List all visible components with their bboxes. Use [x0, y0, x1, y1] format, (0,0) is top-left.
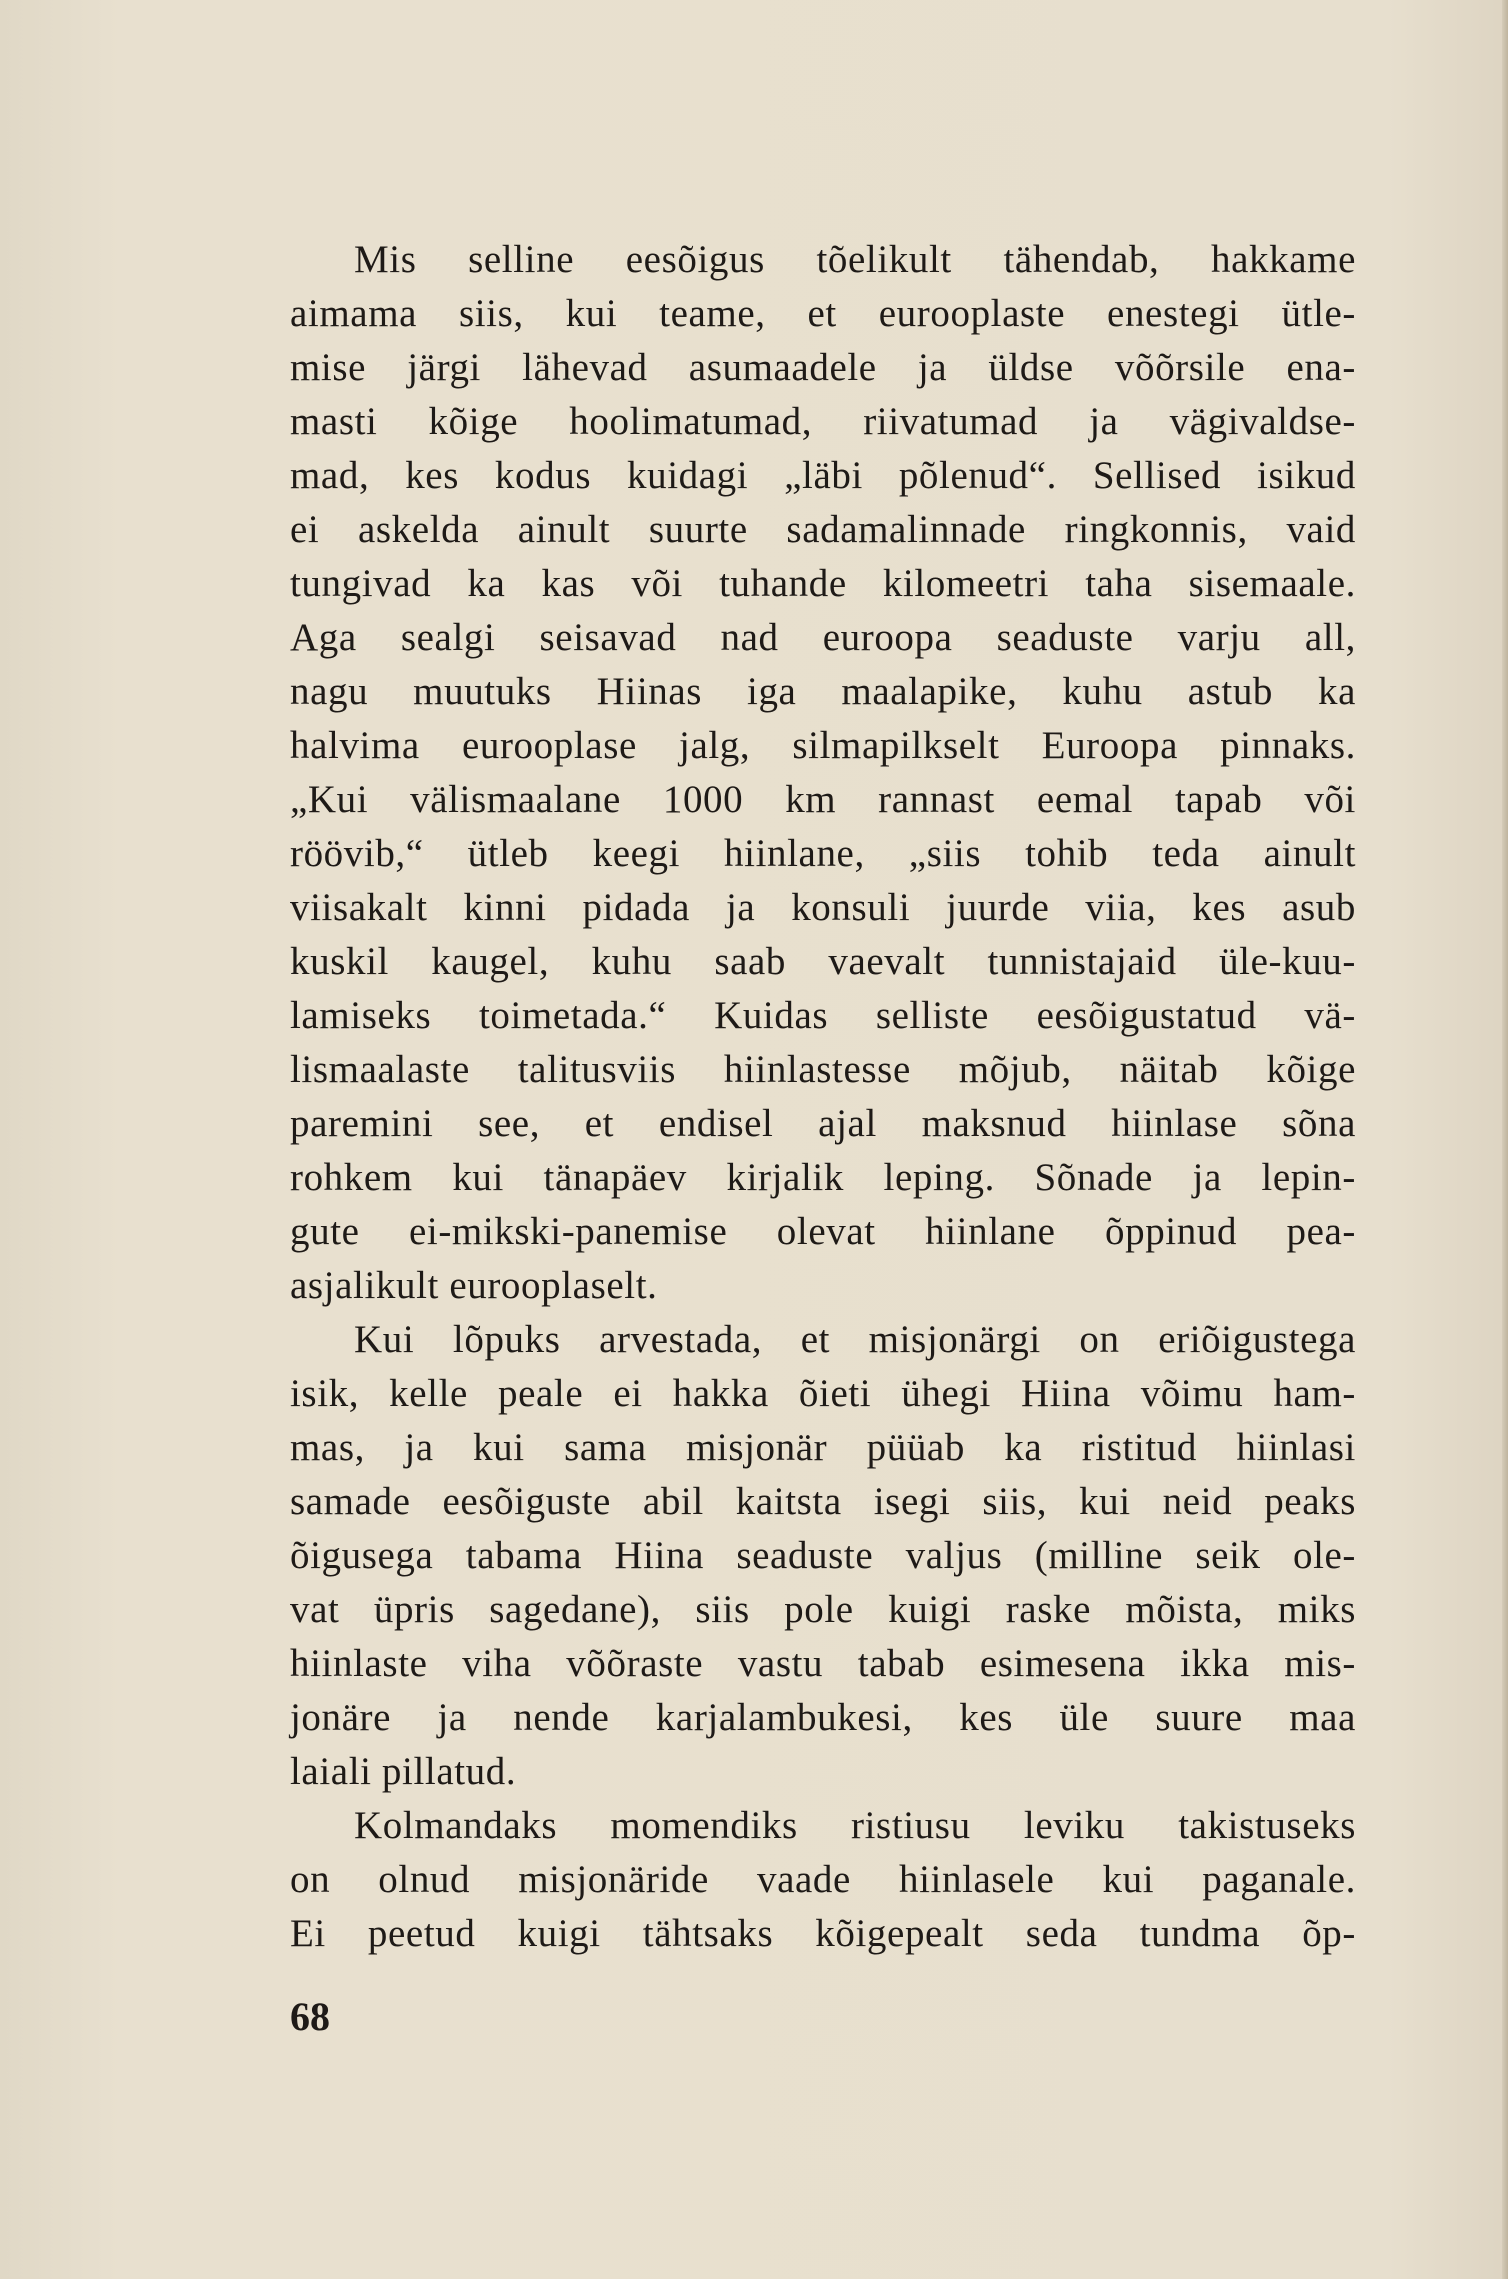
text-line: tungivad ka kas või tuhande kilomeetri taha sisemaale. — [290, 562, 1356, 605]
text-line: masti kõige hoolimatumad, riivatumad ja vägivaldse- — [290, 400, 1356, 443]
text-line: Ei peetud kuigi tähtsaks kõigepealt seda tundma õp- — [290, 1912, 1356, 1955]
text-line: mise järgi lähevad asumaadele ja üldse võõrsile ena- — [290, 346, 1356, 389]
text-line: laiali pillatud. — [290, 1750, 517, 1793]
text-line: aimama siis, kui teame, et eurooplaste enestegi ütle- — [290, 292, 1356, 335]
text-line: ei askelda ainult suurte sadamalinnade ringkonnis, vaid — [290, 508, 1356, 551]
text-line: hiinlaste viha võõraste vastu tabab esimesena ikka mis- — [290, 1642, 1356, 1685]
text-line: lismaalaste talitusviis hiinlastesse mõjub, näitab kõige — [290, 1048, 1356, 1091]
text-line: vat üpris sagedane), siis pole kuigi raske mõista, miks — [290, 1588, 1356, 1631]
text-line: rohkem kui tänapäev kirjalik leping. Sõnade ja lepin- — [290, 1156, 1356, 1199]
text-line: paremini see, et endisel ajal maksnud hiinlase sõna — [290, 1102, 1356, 1145]
text-line: õigusega tabama Hiina seaduste valjus (milline seik ole- — [290, 1534, 1356, 1577]
text-line: jonäre ja nende karjalambukesi, kes üle suure maa — [290, 1696, 1356, 1739]
body-text — [290, 233, 1356, 1961]
text-line: Aga sealgi seisavad nad euroopa seaduste varju all, — [290, 616, 1356, 659]
text-line: gute ei-mikski-panemise olevat hiinlane õppinud pea- — [290, 1210, 1356, 1253]
text-line: nagu muutuks Hiinas iga maalapike, kuhu astub ka — [290, 670, 1356, 713]
page-edge — [1502, 0, 1508, 2279]
text-line: „Kui välismaalane 1000 km rannast eemal tapab või — [290, 778, 1356, 821]
text-line: lamiseks toimetada.“ Kuidas selliste eesõigustatud vä- — [290, 994, 1356, 1037]
text-line: röövib,“ ütleb keegi hiinlane, „siis tohib teda ainult — [290, 832, 1356, 875]
text-line: mas, ja kui sama misjonär püüab ka ristitud hiinlasi — [290, 1426, 1356, 1469]
text-line: on olnud misjonäride vaade hiinlasele kui paganale. — [290, 1858, 1356, 1901]
text-line: Kolmandaks momendiks ristiusu leviku takistuseks — [354, 1804, 1356, 1847]
text-line: asjalikult eurooplaselt. — [290, 1264, 658, 1307]
text-line: Kui lõpuks arvestada, et misjonärgi on eriõigustega — [354, 1318, 1356, 1361]
page-number: 68 — [290, 1994, 330, 2039]
text-line: Mis selline eesõigus tõelikult tähendab, hakkame — [354, 238, 1356, 281]
text-line: kuskil kaugel, kuhu saab vaevalt tunnistajaid üle-kuu- — [290, 940, 1356, 983]
text-line: mad, kes kodus kuidagi „läbi põlenud“. Sellised isikud — [290, 454, 1356, 497]
text-line: viisakalt kinni pidada ja konsuli juurde viia, kes asub — [290, 886, 1356, 929]
text-line: samade eesõiguste abil kaitsta isegi siis, kui neid peaks — [290, 1480, 1356, 1523]
text-line: halvima eurooplase jalg, silmapilkselt Euroopa pinnaks. — [290, 724, 1356, 767]
text-line: isik, kelle peale ei hakka õieti ühegi Hiina võimu ham- — [290, 1372, 1356, 1415]
